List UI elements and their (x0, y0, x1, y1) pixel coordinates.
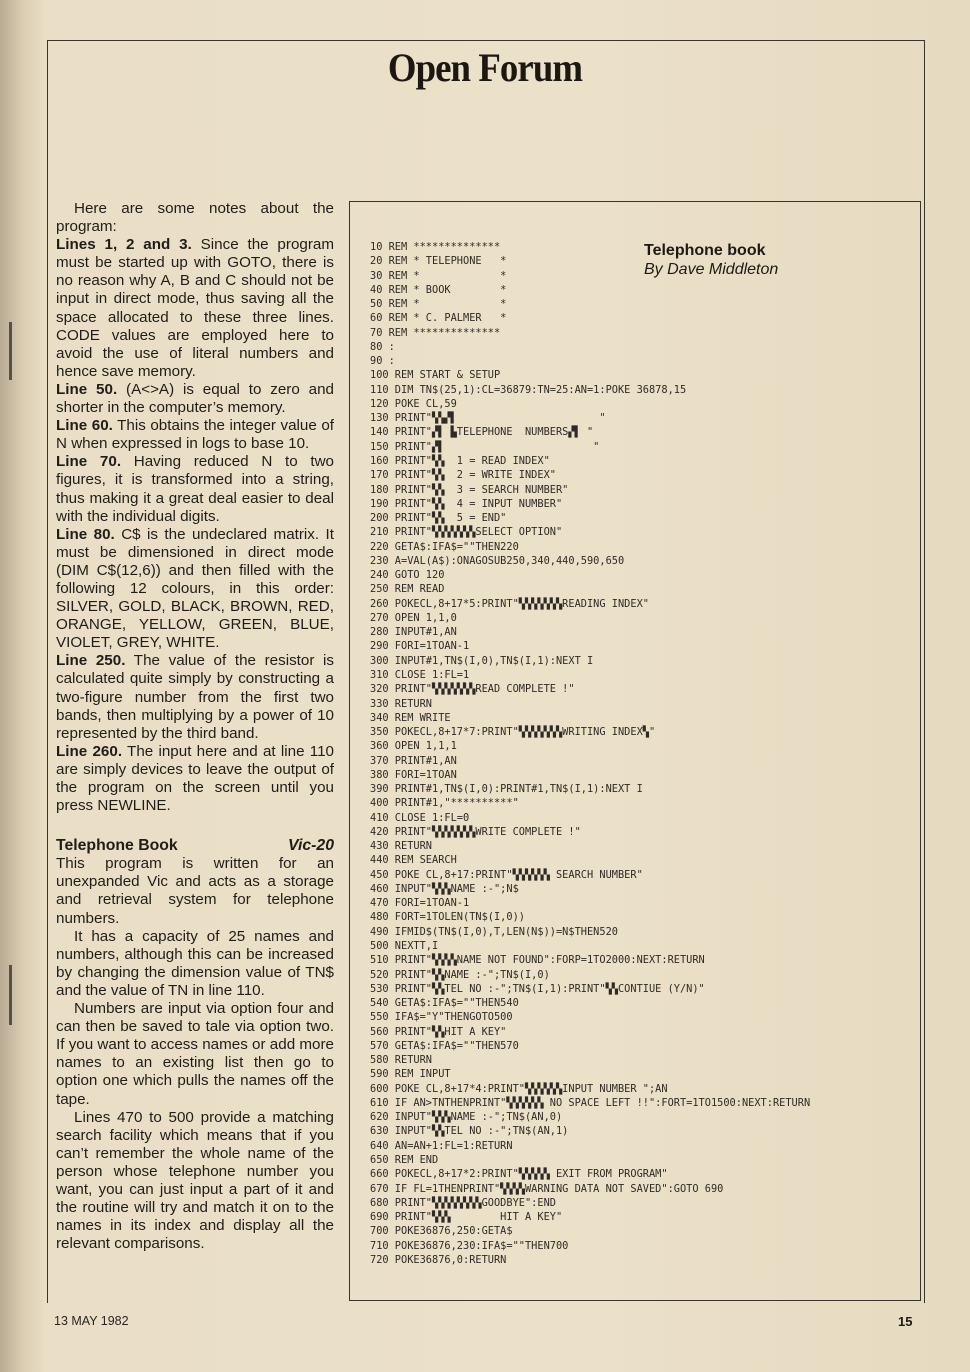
note-item (56, 526, 334, 653)
note-text: The input here and at line 110 are simply devices to leave the output of the program on the screen until you press NEWLINE. (56, 742, 334, 815)
code-line: 90 : (370, 355, 395, 368)
code-line: 110 DIM TN$(25,1):CL=36879:TN=25:AN=1:POKE 36878,15 (370, 383, 687, 396)
code-line: 230 A=VAL(A$):ONAGOSUB250,340,440,590,650 (370, 554, 625, 567)
code-line: 640 AN=AN+1:FL=1:RETURN (370, 1139, 513, 1152)
code-line: 390 PRINT#1,TN$(I,0):PRINT#1,TN$(I,1):NEXT I (370, 783, 643, 796)
code-line: 240 GOTO 120 (370, 569, 445, 582)
program-author: By Dave Middleton (644, 261, 779, 278)
note-text: Since the program must be started up with GOTO, there is no reason why A, B and C should not be input in direct mode, thus saving all the space allocated to these three lines. CODE values are employed here to avoid the use of literal numbers and hence save memory. (56, 236, 334, 380)
code-line: 280 INPUT#1,AN (370, 626, 457, 639)
code-line: 160 PRINT"▚▚ 1 = READ INDEX" (370, 454, 550, 467)
code-line: 420 PRINT"▚▚▚▚▚▚▚WRITE COMPLETE !" (370, 825, 581, 838)
program-listing (370, 240, 910, 1267)
note-item (56, 417, 334, 453)
section-paragraph: This program is written for an unexpanded Vic and acts as a storage and retrieval system for telephone numbers. (56, 855, 334, 927)
code-line: 470 FORI=1TOAN-1 (370, 897, 470, 910)
note-item (56, 652, 334, 742)
code-line: 650 REM END (370, 1154, 439, 1166)
page-number: 15 (898, 1314, 913, 1329)
code-line: 430 RETURN (370, 840, 432, 853)
code-line: 540 GETA$:IFA$=""THEN540 (370, 997, 519, 1010)
code-line: 370 PRINT#1,AN (370, 754, 457, 767)
code-line: 380 FORI=1TOAN (370, 768, 457, 781)
code-line: 320 PRINT"▚▚▚▚▚▚▚READ COMPLETE !" (370, 683, 575, 696)
note-text: The value of the resistor is calculated quite simply by constructing a two-figure number from the first two bands, then multiplying by a power of 10 represented by the third band. (56, 652, 334, 742)
code-line: 130 PRINT"▚▚▞▌ " (370, 412, 606, 425)
section-paragraph: It has a capacity of 25 names and numbers, although this can be increased by changing the dimension value of TN$ and the value of TN in line 110. (56, 927, 334, 999)
note-label: Line 70. (56, 453, 122, 471)
code-line: 530 PRINT"▚▚TEL NO :-";TN$(I,1):PRINT"▚▚CONTIUE (Y/N)" (370, 982, 705, 995)
section-heading-row (56, 837, 334, 855)
code-line: 400 PRINT#1,"**********" (370, 797, 519, 810)
page-title: Open Forum (387, 45, 583, 90)
code-line: 510 PRINT"▚▚▚▚NAME NOT FOUND":FORP=1TO2000:NEXT:RETURN (370, 954, 705, 967)
note-text: (A<>A) is equal to zero and shorter in the computer’s memory. (56, 380, 334, 417)
code-line: 180 PRINT"▚▚ 3 = SEARCH NUMBER" (370, 483, 569, 496)
note-item (56, 453, 334, 525)
note-item (56, 236, 334, 381)
code-line: 570 GETA$:IFA$=""THEN570 (370, 1039, 519, 1052)
code-line: 610 IF AN>TNTHENPRINT"▚▚▚▚▚▚ NO SPACE LEFT !!":FORT=1TO1500:NEXT:RETURN (370, 1096, 811, 1109)
code-line: 710 POKE36876,230:IFA$=""THEN700 (370, 1239, 569, 1252)
code-line: 220 GETA$:IFA$=""THEN220 (370, 540, 519, 553)
code-line: 440 REM SEARCH (370, 854, 457, 867)
code-line: 140 PRINT"▞▌ ▙TELEPHONE NUMBERS▞▌ " (370, 426, 594, 439)
code-line: 520 PRINT"▚▚NAME :-";TN$(I,0) (370, 968, 550, 981)
code-line: 360 OPEN 1,1,1 (370, 740, 457, 753)
code-line: 150 PRINT"▞▌ " (370, 440, 600, 453)
code-line: 620 INPUT"▚▚▚NAME :-";TN$(AN,0) (370, 1111, 563, 1124)
code-line: 700 POKE36876,250:GETA$ (370, 1225, 513, 1238)
code-line: 210 PRINT"▚▚▚▚▚▚▚SELECT OPTION" (370, 526, 563, 539)
code-line: 500 NEXTT,I (370, 940, 439, 953)
code-line: 410 CLOSE 1:FL=0 (370, 811, 470, 824)
code-line: 350 POKECL,8+17*7:PRINT"▚▚▚▚▚▚▚WRITING INDEX▚" (370, 726, 656, 739)
section-model: Vic-20 (288, 837, 334, 855)
section-heading: Telephone Book (56, 837, 178, 855)
code-line: 190 PRINT"▚▚ 4 = INPUT NUMBER" (370, 497, 563, 510)
code-line: 310 CLOSE 1:FL=1 (370, 668, 470, 681)
program-title: Telephone book (644, 242, 766, 259)
footer-date: 13 MAY 1982 (54, 1314, 129, 1328)
section-body (56, 855, 334, 1253)
code-line: 20 REM * TELEPHONE * (370, 255, 507, 268)
note-label: Line 80. (56, 525, 115, 543)
code-line: 120 POKE CL,59 (370, 397, 457, 410)
code-line: 340 REM WRITE (370, 711, 451, 724)
code-line: 460 INPUT"▚▚▚NAME :-";N$ (370, 882, 519, 895)
note-label: Line 260. (56, 742, 123, 760)
note-text: C$ is the undeclared matrix. It must be dimensioned in direct mode (DIM C$(12,6)) and then filled with the following 12 colours, in this order: SILVER, GOLD, BLACK, BROWN, RED, ORANGE, YELLOW, GREEN, BLUE, VIOLET, GREY, WHITE. (56, 525, 334, 652)
code-line: 300 INPUT#1,TN$(I,0),TN$(I,1):NEXT I (370, 654, 594, 667)
notes-intro: Here are some notes about the program: (56, 200, 334, 236)
code-line: 670 IF FL=1THENPRINT"▚▚▚▚WARNING DATA NOT SAVED":GOTO 690 (370, 1182, 724, 1195)
code-line: 260 POKECL,8+17*5:PRINT"▚▚▚▚▚▚▚READING INDEX" (370, 597, 649, 610)
note-label: Lines 1, 2 and 3. (56, 236, 192, 254)
note-item (56, 381, 334, 417)
note-text: Having reduced N to two figures, it is transformed into a string, thus making it a great deal easier to deal with the individual digits. (56, 453, 334, 525)
notes-list (56, 236, 334, 815)
code-line: 30 REM * * (370, 269, 507, 282)
notes-column (56, 200, 334, 1253)
note-label: Line 250. (56, 652, 126, 670)
code-line: 70 REM ************** (370, 326, 501, 339)
note-label: Line 50. (56, 380, 118, 398)
code-line: 490 IFMID$(TN$(I,0),T,LEN(N$))=N$THEN520 (370, 925, 618, 938)
binder-mark (9, 322, 12, 380)
code-line: 450 POKE CL,8+17:PRINT"▚▚▚▚▚▚ SEARCH NUMBER" (370, 868, 643, 881)
code-line: 270 OPEN 1,1,0 (370, 611, 457, 624)
code-line: 50 REM * * (370, 298, 507, 311)
code-line: 630 INPUT"▚▚TEL NO :-";TN$(AN,1) (370, 1125, 569, 1138)
code-line: 40 REM * BOOK * (370, 283, 507, 296)
code-line: 60 REM * C. PALMER * (370, 312, 507, 325)
note-item (56, 743, 334, 815)
code-line: 550 IFA$="Y"THENGOTO500 (370, 1011, 513, 1024)
code-line: 480 FORT=1TOLEN(TN$(I,0)) (370, 911, 525, 924)
code-line: 720 POKE36876,0:RETURN (370, 1253, 507, 1266)
code-line: 600 POKE CL,8+17*4:PRINT"▚▚▚▚▚▚INPUT NUMBER ";AN (370, 1082, 668, 1095)
note-label: Line 60. (56, 417, 113, 435)
code-line: 10 REM ************** (370, 241, 501, 253)
code-line: 580 RETURN (370, 1054, 432, 1067)
code-line: 660 POKECL,8+17*2:PRINT"▚▚▚▚▚ EXIT FROM PROGRAM" (370, 1168, 668, 1181)
code-line: 290 FORI=1TOAN-1 (370, 640, 470, 653)
section-paragraph: Lines 470 to 500 provide a matching search facility which means that if you can’t remember the whole name of the person whose telephone number you want, you can just input a part of it and the routine will try and match it on to the names in its index and display all the relevant comparisons. (56, 1108, 334, 1253)
code-line: 250 REM READ (370, 583, 445, 596)
code-line: 80 : (370, 340, 395, 353)
binder-mark (9, 965, 12, 1025)
note-text: This obtains the integer value of N when expressed in logs to base 10. (56, 417, 334, 453)
section-paragraph: Numbers are input via option four and can then be saved to tale via option two. If you want to access names or add more names to an existing list then go to option one which pulls the names off the tape. (56, 1000, 334, 1108)
code-line: 690 PRINT"▚▚▚ HIT A KEY" (370, 1211, 563, 1224)
code-line: 100 REM START & SETUP (370, 369, 501, 382)
code-line: 330 RETURN (370, 697, 432, 710)
code-line: 590 REM INPUT (370, 1068, 451, 1081)
code-line: 560 PRINT"▚▚HIT A KEY" (370, 1025, 507, 1038)
code-line: 200 PRINT"▚▚ 5 = END" (370, 512, 507, 525)
code-line: 170 PRINT"▚▚ 2 = WRITE INDEX" (370, 469, 556, 482)
code-line: 680 PRINT"▚▚▚▚▚▚▚▚GOODBYE":END (370, 1196, 556, 1209)
